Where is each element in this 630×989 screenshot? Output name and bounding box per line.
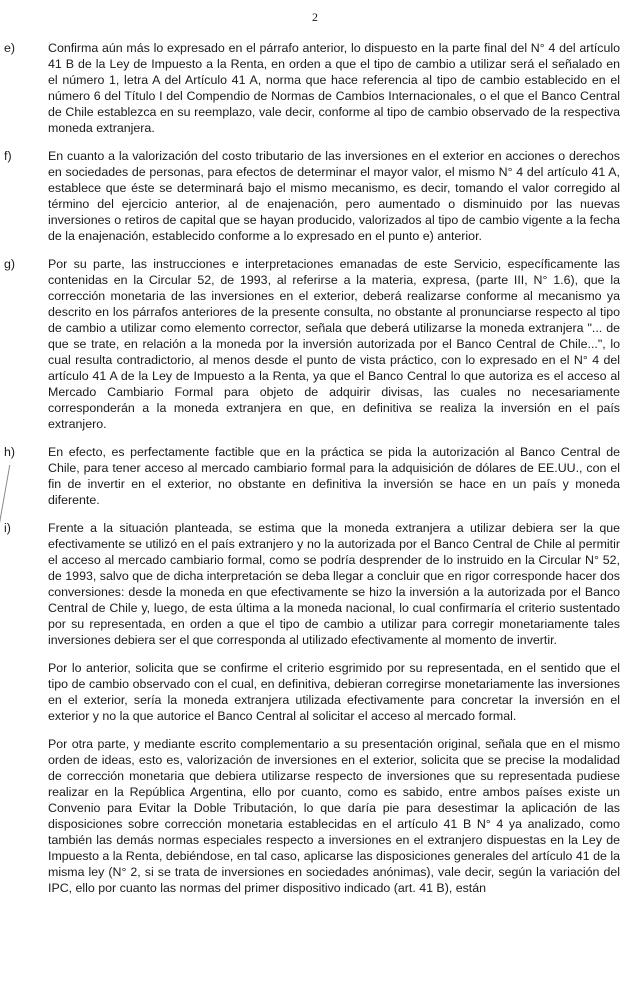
item-marker: f) xyxy=(4,149,12,163)
list-item-h xyxy=(4,444,620,508)
item-text: En efecto, es perfectamente factible que en la práctica se pida la autorización al Banco Central de Chile, para tener acceso al mercado cambiario formal para la adquisición de dólares de EE.UU., con el fin de invertir en el exterior, no obstante en definitiva la inversión se hace en un país y moneda diferente. xyxy=(48,445,620,507)
list-item-g xyxy=(4,256,620,432)
item-marker: e) xyxy=(4,41,16,55)
document-body xyxy=(4,40,620,908)
body-paragraph: Por otra parte, y mediante escrito complementario a su presentación original, señala que en el mismo orden de ideas, esto es, valorización de inversiones en el exterior, solicita que se precise la modalidad de corrección monetaria que debiera utilizarse respecto de inversiones que su representada pudiese realizar en la República Argentina, ello por cuanto, como es sabido, entre ambos países existe un Convenio para Evitar la Doble Tributación, lo que daría pie para desestimar la aplicación de las disposiciones sobre corrección monetaria establecidas en el artículo 41 B N° 4 ya analizado, como también las demás normas especiales respecto a inversiones en el extranjero dispuestas en la Ley de Impuesto a la Renta, debiéndose, en tal caso, aplicarse las disposiciones generales del artículo 41 de la misma ley (N° 2, si se trata de inversiones en sociedades anónimas), vale decir, según la variación del IPC, ello por cuanto las normas del primer dispositivo indicado (art. 41 B), están xyxy=(48,737,620,895)
item-text: Frente a la situación planteada, se estima que la moneda extranjera a utilizar debiera ser la que efectivamente se utilizó en el país extranjero y no la autorizada por el Banco Central de Chile al permitir el acceso al mercado cambiario formal, como se podría desprender de lo instruido en la Circular N° 52, de 1993, salvo que de dicha interpretación se deba llegar a concluir que en rigor corresponde hacer dos conversiones: desde la moneda en que efectivamente se hizo la inversión a la autorizada por el Banco Central de Chile y, luego, de esta última a la moneda nacional, lo cual confirmaría el criterio sustentado por su representada, en orden a que el tipo de cambio a utilizar para corregir monetariamente tales inversiones debiera ser el que corresponda al utilizado efectivamente al momento de invertir. xyxy=(48,521,620,647)
item-text: Por su parte, las instrucciones e interpretaciones emanadas de este Servicio, específicamente las contenidas en la Circular 52, de 1993, al referirse a la materia, expresa, (parte III, N° 1.6), que la corrección monetaria de las inversiones en el exterior, deberá realizarse conforme al mecanismo ya descrito en los párrafos anteriores de la presente consulta, no obstante al pronunciarse respecto al tipo de cambio a utilizar como elemento corrector, señala que deberá utilizarse la moneda extranjera "... de que se trate, en relación a la moneda por la inversión autorizada por el Banco Central de Chile...", lo cual resulta contradictorio, al menos desde el punto de vista práctico, con lo expresado en el N° 4 del artículo 41 A de la Ley de Impuesto a la Renta, ya que el Banco Central lo que autoriza es el acceso al Mercado Cambiario Formal para objeto de adquirir divisas, las cuales no necesariamente corresponderán a la moneda extranjera en que, en definitiva se realiza la inversión en el país extranjero. xyxy=(48,257,620,431)
item-marker: g) xyxy=(4,257,16,271)
item-marker: i) xyxy=(4,521,11,535)
item-text: Confirma aún más lo expresado en el párrafo anterior, lo dispuesto en la parte final del N° 4 del artículo 41 B de la Ley de Impuesto a la Renta, en orden a que el tipo de cambio a utilizar será el señalado en el número 1, letra A del Artículo 41 A, norma que hace referencia al tipo de cambio establecido en el número 6 del Título I del Compendio de Normas de Cambios Internacionales, o el que el Banco Central de Chile establezca en su reemplazo, vale decir, conforme al tipo de cambio observado de la respectiva moneda extranjera. xyxy=(48,41,620,135)
item-marker: h) xyxy=(4,445,16,459)
page-number: 2 xyxy=(312,10,318,24)
list-item-i xyxy=(4,520,620,648)
body-paragraph: Por lo anterior, solicita que se confirme el criterio esgrimido por su representada, en el sentido que el tipo de cambio observado con el cual, en definitiva, debieran corregirse monetariamente las inversiones en el exterior, sería la moneda extranjera utilizada efectivamente para concretar la inversión en el exterior y no la que autorice el Banco Central al solicitar el acceso al mercado formal. xyxy=(48,661,620,723)
list-item-f xyxy=(4,148,620,244)
list-item-e xyxy=(4,40,620,136)
item-text: En cuanto a la valorización del costo tributario de las inversiones en el exterior en acciones o derechos en sociedades de personas, para efectos de determinar el mayor valor, el mismo N° 4 del artículo 41 A, establece que éste se determinará bajo el mismo mecanismo, es decir, tomando el valor corregido al término del ejercicio anterior, al de enajenación, pero aumentado o disminuido por las nuevas inversiones o retiros de capital que se hayan producido, valorizados al tipo de cambio vigente a la fecha de la enajenación, establecido conforme a lo expresado en el punto e) anterior. xyxy=(48,149,620,243)
